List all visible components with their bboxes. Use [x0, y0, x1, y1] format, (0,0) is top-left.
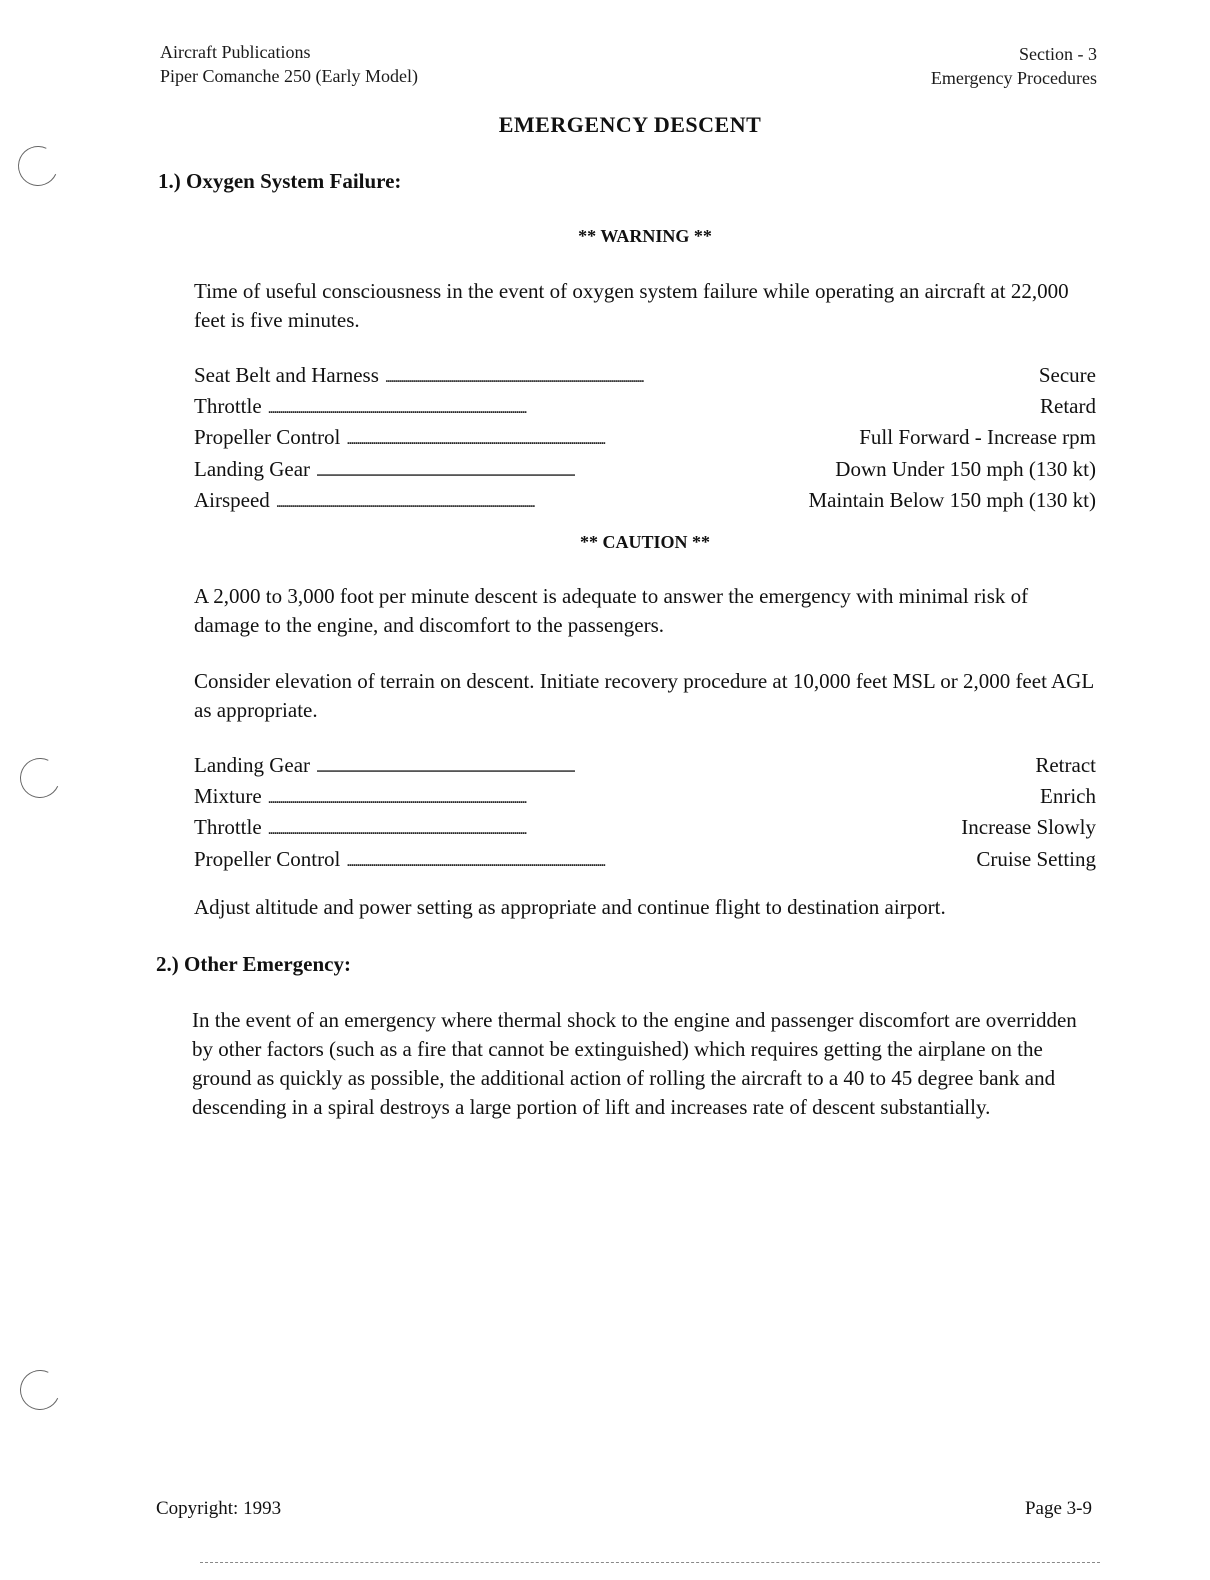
checklist-item: Airspeed [194, 487, 270, 512]
checklist-item: Throttle [194, 394, 262, 419]
caution-label: ** CAUTION ** [579, 532, 710, 552]
checklist-recovery [194, 751, 1096, 876]
leader-dots [346, 845, 970, 876]
punch-hole-middle [14, 752, 65, 803]
checklist-item: Throttle [194, 815, 262, 840]
checklist-row [194, 361, 1096, 392]
section1-heading: 1.) Oxygen System Failure: [158, 169, 402, 193]
checklist-action: Increase Slowly [961, 815, 1096, 840]
bottom-rule [200, 1562, 1100, 1563]
checklist-row [194, 845, 1096, 876]
section-name: Emergency Procedures [930, 68, 1097, 88]
checklist-row [194, 813, 1096, 844]
checklist-action: Down Under 150 mph (130 kt) [835, 456, 1096, 481]
warning-label: ** WARNING ** [578, 226, 712, 246]
leader-dots [316, 455, 829, 486]
leader-dots [385, 361, 1033, 392]
checklist-item: Propeller Control [194, 846, 341, 871]
checklist-row [194, 486, 1096, 517]
checklist-action: Full Forward - Increase rpm [859, 425, 1096, 450]
punch-hole-bottom [14, 1364, 65, 1415]
checklist-item: Seat Belt and Harness [194, 363, 379, 387]
checklist-item: Propeller Control [194, 425, 341, 450]
checklist-row [194, 392, 1096, 423]
checklist-row [194, 782, 1096, 813]
caution-text: A 2,000 to 3,000 foot per minute descent is adequate to answer the emergency with minimal risk of damage to the engine, and discomfort to the passengers. [194, 584, 1029, 637]
copyright: Copyright: 1993 [156, 1498, 282, 1519]
aircraft-model: Piper Comanche 250 (Early Model) [160, 66, 418, 86]
other-emergency-text: In the event of an emergency where thermal shock to the engine and passenger discomfort are overridden by other factors (such as a fire that cannot be extinguished) which requires getting the airplane on the ground as quickly as possible, the additional action of rolling the aircraft to a 40 to 45 degree bank and descending in a spiral destroys a large portion of lift and increases rate of descent substantially. [192, 1008, 1077, 1119]
checklist-oxygen-failure [194, 361, 1096, 517]
publisher-name: Aircraft Publications [160, 42, 311, 62]
checklist-action: Retract [1035, 753, 1096, 777]
checklist-action: Secure [1038, 363, 1096, 387]
leader-dots [316, 751, 1029, 782]
checklist-row [194, 423, 1096, 454]
checklist-item: Landing Gear [194, 456, 311, 481]
punch-hole-top [12, 140, 63, 191]
checklist-action: Retard [1040, 394, 1096, 419]
leader-dots [276, 486, 803, 517]
header-left [160, 40, 418, 88]
checklist-item: Landing Gear [194, 753, 311, 777]
leader-dots [346, 423, 853, 454]
terrain-text: Consider elevation of terrain on descent. Initiate recovery procedure at 10,000 feet MSL or 2,000 feet AGL as appropriate. [194, 669, 1094, 722]
page-title: EMERGENCY DESCENT [498, 112, 762, 137]
leader-dots [268, 782, 1034, 813]
warning-text: Time of useful consciousness in the event of oxygen system failure while operating an aircraft at 22,000 feet is five minutes. [194, 279, 1069, 332]
checklist-action: Maintain Below 150 mph (130 kt) [808, 487, 1096, 512]
checklist-action: Cruise Setting [976, 846, 1096, 871]
section2-heading: 2.) Other Emergency: [156, 952, 351, 976]
checklist-item: Mixture [194, 784, 262, 809]
closing-text: Adjust altitude and power setting as appropriate and continue flight to destination airport. [194, 895, 946, 919]
checklist-row [194, 455, 1096, 486]
header-right [931, 42, 1097, 90]
page-number: Page 3-9 [1024, 1498, 1092, 1519]
checklist-row [194, 751, 1096, 782]
checklist-action: Enrich [1040, 784, 1096, 809]
leader-dots [268, 813, 956, 844]
leader-dots [268, 392, 1034, 423]
section-number: Section - 3 [1019, 44, 1097, 64]
